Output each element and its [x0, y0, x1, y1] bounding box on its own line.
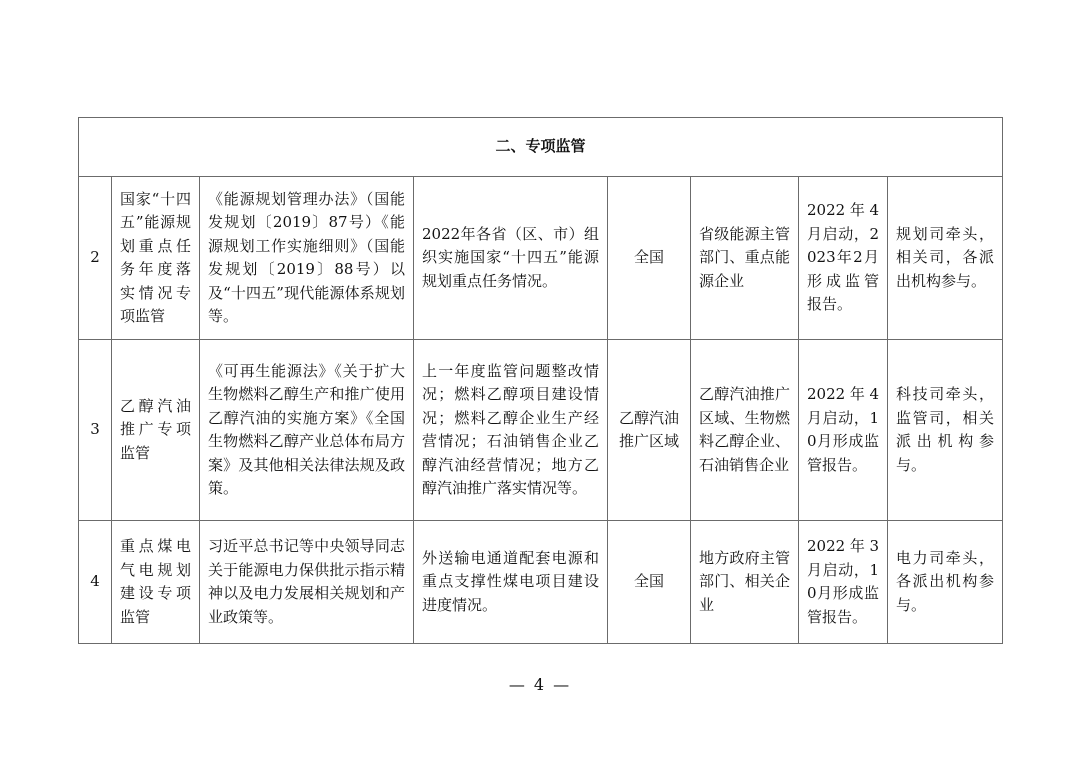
item-targets: 省级能源主管部门、重点能源企业	[691, 177, 799, 340]
supervision-table	[78, 117, 1003, 644]
item-basis: 《能源规划管理办法》（国能发规划〔2019〕87号）《能源规划工作实施细则》（国能发规划〔2019〕88号）以及“十四五”现代能源体系规划等。	[200, 177, 414, 340]
item-name: 重点煤电气电规划建设专项监管	[112, 521, 200, 644]
section-title: 二、专项监管	[79, 118, 1003, 177]
row-number: 4	[79, 521, 112, 644]
item-targets: 乙醇汽油推广区域、生物燃料乙醇企业、石油销售企业	[691, 340, 799, 521]
item-schedule: 2022年4月启动，2023年2月形成监管报告。	[799, 177, 888, 340]
table-row	[79, 177, 1003, 340]
item-name: 国家“十四五”能源规划重点任务年度落实情况专项监管	[112, 177, 200, 340]
page-number: — 4 —	[508, 675, 572, 694]
item-org: 电力司牵头，各派出机构参与。	[888, 521, 1003, 644]
item-scope: 乙醇汽油推广区域	[608, 340, 691, 521]
row-number: 3	[79, 340, 112, 521]
item-schedule: 2022年3月启动，10月形成监管报告。	[799, 521, 888, 644]
item-content: 2022年各省（区、市）组织实施国家“十四五”能源规划重点任务情况。	[414, 177, 608, 340]
item-org: 规划司牵头，相关司，各派出机构参与。	[888, 177, 1003, 340]
row-number: 2	[79, 177, 112, 340]
item-org: 科技司牵头，监管司，相关派出机构参与。	[888, 340, 1003, 521]
item-content: 外送输电通道配套电源和重点支撑性煤电项目建设进度情况。	[414, 521, 608, 644]
section-header-row	[79, 118, 1003, 177]
item-content: 上一年度监管问题整改情况；燃料乙醇项目建设情况；燃料乙醇企业生产经营情况；石油销售企业乙醇汽油经营情况；地方乙醇汽油推广落实情况等。	[414, 340, 608, 521]
item-targets: 地方政府主管部门、相关企业	[691, 521, 799, 644]
item-basis: 习近平总书记等中央领导同志关于能源电力保供批示指示精神以及电力发展相关规划和产业政策等。	[200, 521, 414, 644]
table-row	[79, 340, 1003, 521]
item-schedule: 2022年4月启动，10月形成监管报告。	[799, 340, 888, 521]
table-row	[79, 521, 1003, 644]
item-name: 乙醇汽油推广专项监管	[112, 340, 200, 521]
item-scope: 全国	[608, 177, 691, 340]
item-scope: 全国	[608, 521, 691, 644]
item-basis: 《可再生能源法》《关于扩大生物燃料乙醇生产和推广使用乙醇汽油的实施方案》《全国生物燃料乙醇产业总体布局方案》及其他相关法律法规及政策。	[200, 340, 414, 521]
